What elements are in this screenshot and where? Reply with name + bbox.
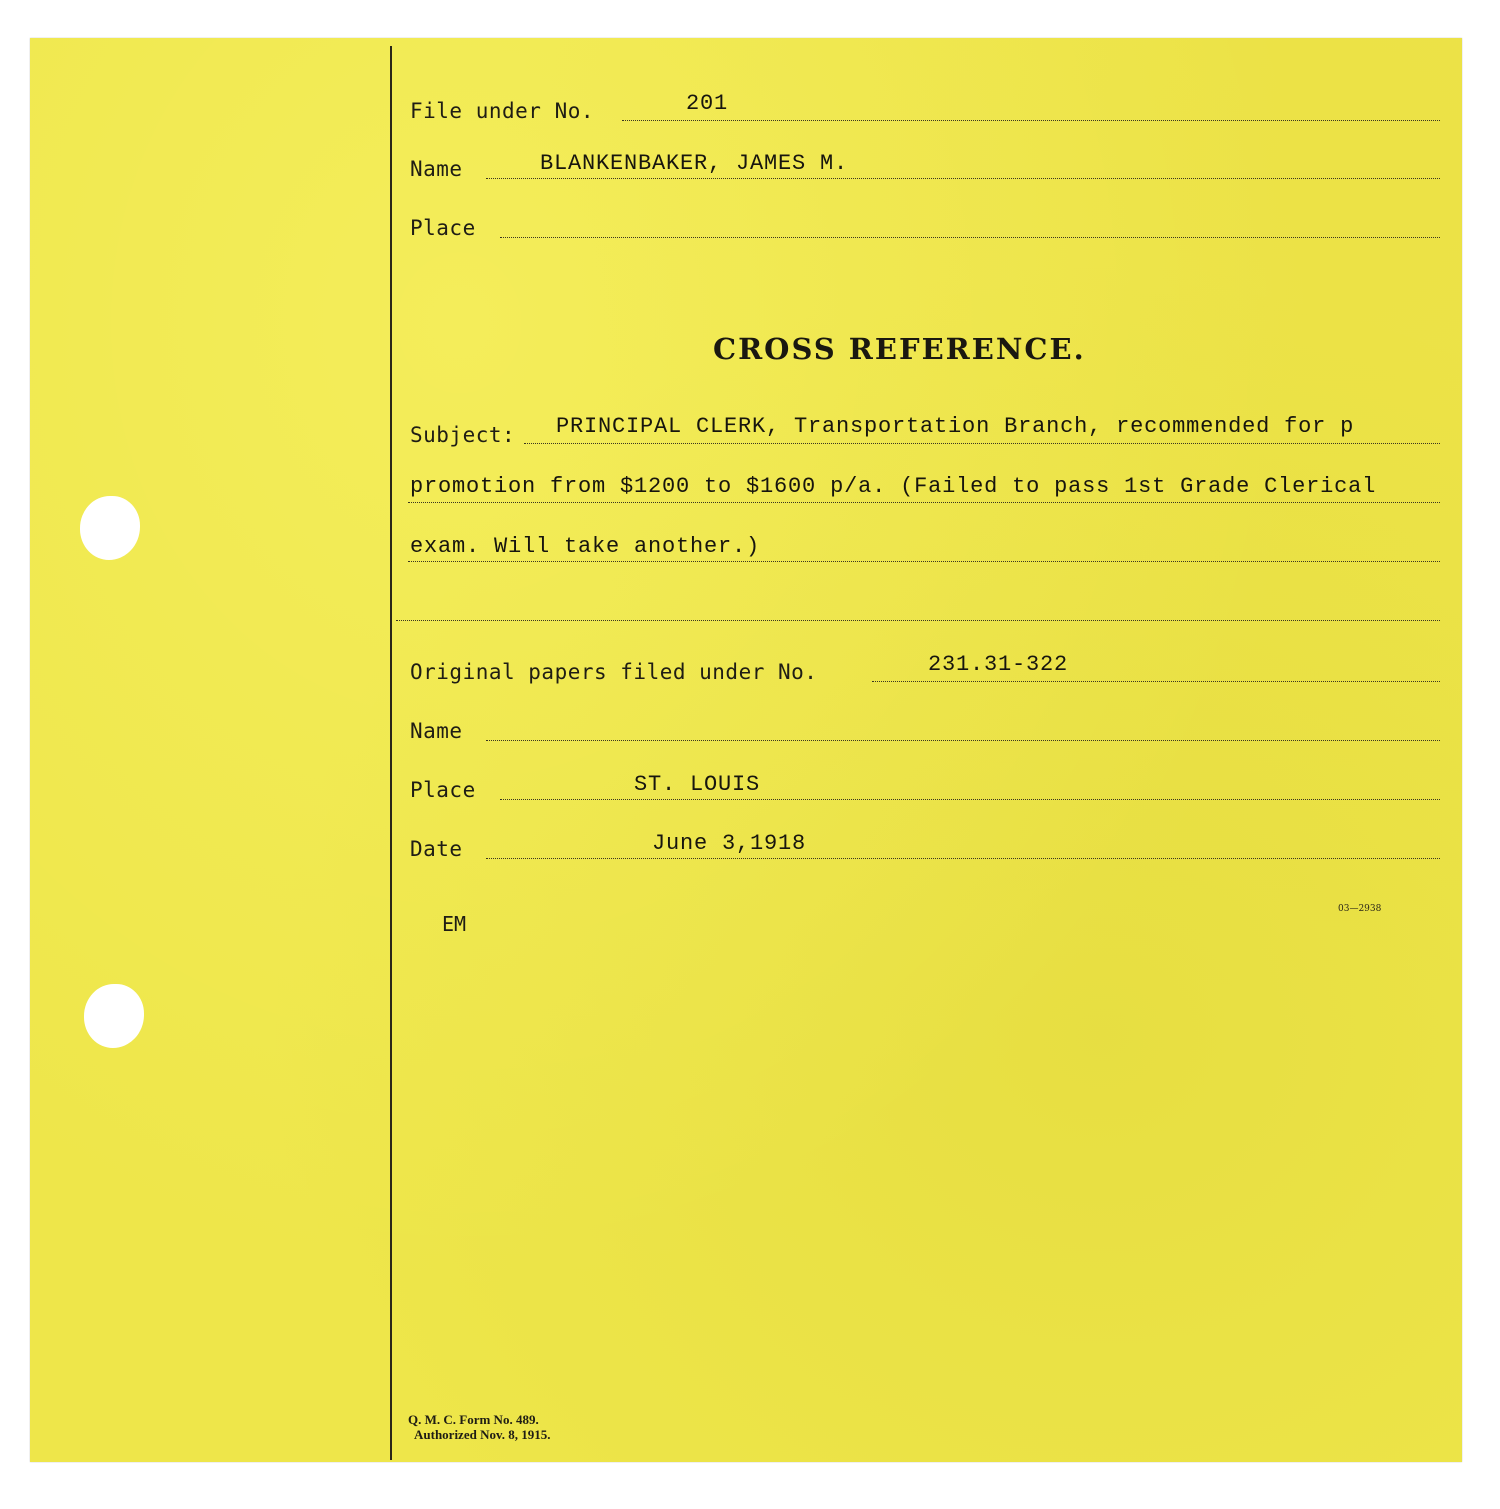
place-label: Place — [410, 216, 476, 240]
name-value: BLANKENBAKER, JAMES M. — [540, 151, 849, 176]
subject-line-3 — [408, 561, 1440, 562]
punch-hole-bottom — [84, 984, 144, 1048]
place2-value: ST. LOUIS — [634, 772, 761, 797]
form-title: CROSS REFERENCE. — [713, 332, 1086, 366]
date-value: June 3,1918 — [652, 831, 807, 856]
date-line — [486, 858, 1440, 859]
date-label: Date — [410, 837, 463, 861]
subject-line-2 — [408, 502, 1440, 503]
file-under-label: File under No. — [410, 99, 595, 123]
name2-label: Name — [410, 719, 463, 743]
form-authorization: Authorized Nov. 8, 1915. — [414, 1427, 551, 1442]
subject-text-2: promotion from $1200 to $1600 p/a. (Failed to pass 1st Grade Clerical — [410, 474, 1377, 499]
name-label: Name — [410, 157, 463, 181]
place2-label: Place — [410, 778, 476, 802]
place2-line — [500, 799, 1440, 800]
form-sheet — [30, 38, 1462, 1462]
margin-rule — [390, 46, 392, 1460]
subject-text-1: PRINCIPAL CLERK, Transportation Branch, recommended for p — [556, 414, 1355, 439]
name2-line — [486, 740, 1440, 741]
name-line — [486, 178, 1440, 179]
punch-hole-top — [80, 496, 140, 560]
file-under-value: 201 — [686, 91, 729, 116]
subject-line-1 — [524, 443, 1440, 444]
subject-text-3: exam. Will take another.) — [410, 534, 761, 559]
original-papers-label: Original papers filed under No. — [410, 660, 818, 684]
subject-line-4 — [396, 620, 1440, 621]
original-papers-value: 231.31-322 — [928, 652, 1069, 677]
original-papers-line — [872, 681, 1440, 682]
file-under-line — [622, 120, 1440, 121]
print-code: 03—2938 — [1338, 904, 1382, 914]
form-number: Q. M. C. Form No. 489. — [408, 1412, 539, 1427]
initials: EM — [442, 912, 467, 936]
place-line — [500, 237, 1440, 238]
subject-label: Subject: — [410, 423, 516, 447]
